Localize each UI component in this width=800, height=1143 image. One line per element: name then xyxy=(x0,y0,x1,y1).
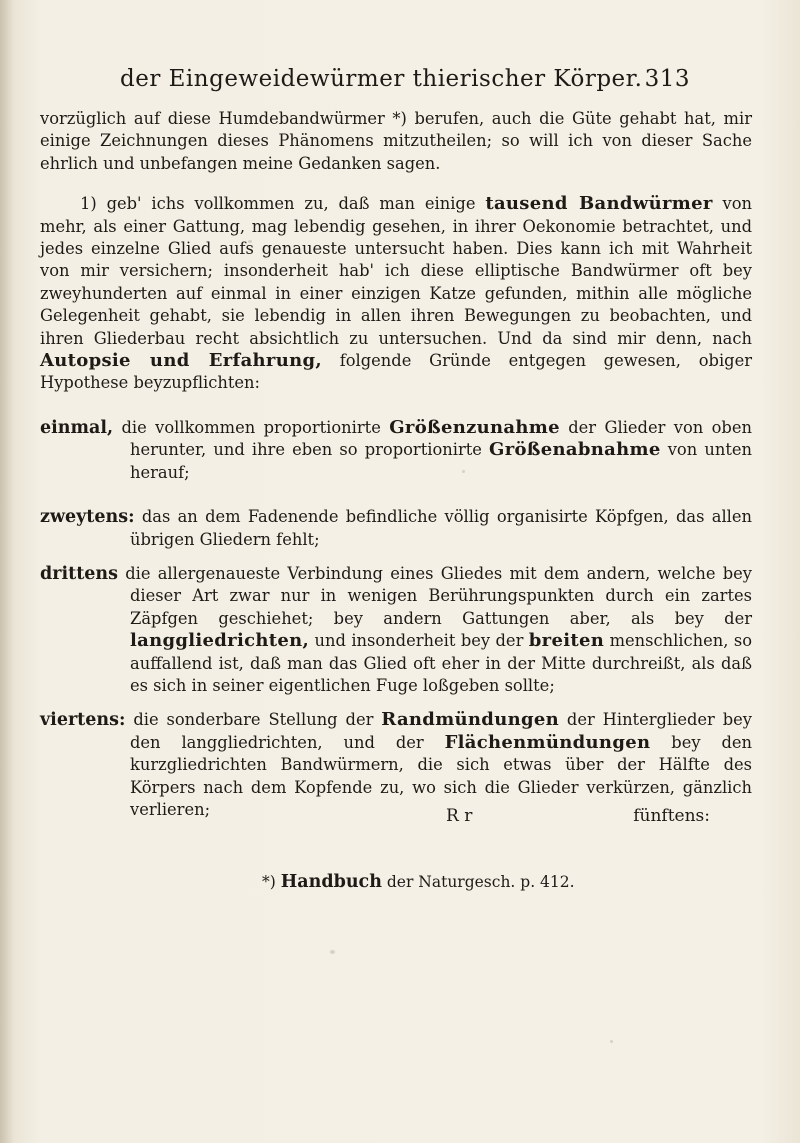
reason-text: die sonderbare Stellung der xyxy=(125,710,382,730)
running-head xyxy=(120,66,690,92)
reason-lead: zweytens: xyxy=(40,507,135,528)
paper-speck xyxy=(462,470,465,473)
reason-text: die allergenaueste Verbindung eines Gliedes mit dem andern, welche bey dieser Art zwar nur in wenigen Berührungspunkten durch ein zartes Zäpfgen geschiehet; bey andern Gattungen aber, als bey der xyxy=(117,563,752,628)
reason-text: das an dem Fadenende befindliche völlig organisirte Köpfgen, das allen übrigen Gliedern fehlt; xyxy=(130,507,752,549)
body-text xyxy=(40,108,752,821)
reason-item-1 xyxy=(40,417,752,484)
reason-emphasis-2: breiten xyxy=(528,630,605,652)
reason-text-end: bey den kurzgliedrichten Bandwürmern, die sich etwas über der Hälfte des Körpers nach dem Kopfende zu, wo sich die Glieder verkürzen, gänzlich verlieren; xyxy=(130,732,752,819)
signature-mark: R r xyxy=(446,806,473,826)
reason-item-4 xyxy=(40,709,752,821)
reason-emphasis: Größenzunahme xyxy=(389,416,560,438)
paragraph-1 xyxy=(40,193,752,395)
reason-item-2 xyxy=(40,506,752,551)
para1-emphasis-2: Autopsie und Erfahrung, xyxy=(40,350,322,372)
spine-shadow xyxy=(0,0,14,1143)
para1-emphasis: tausend Bandwürmer xyxy=(485,193,713,215)
footnote-marker: *) xyxy=(262,873,276,891)
reason-text-end: menschlichen, so auffallend ist, daß man das Glied oft eher in der Mitte durchreißt, als daß es sich in seiner eigentlichen Fuge loßgeben sollte; xyxy=(130,631,752,695)
footnote-reference: der Naturgesch. p. 412. xyxy=(386,873,575,891)
paper-speck xyxy=(330,950,335,954)
reason-emphasis: langgliedrichten, xyxy=(130,630,310,652)
reason-text-mid: der Hinterglieder bey den langgliedrichten, und der xyxy=(130,710,752,752)
reason-emphasis: Randmündungen xyxy=(381,709,559,731)
reason-item-3 xyxy=(40,563,752,697)
reason-text-end: von unten herauf; xyxy=(130,440,752,482)
paper-speck xyxy=(248,240,252,243)
reason-text-mid: der Glieder von oben herunter, und ihre eben so proportionirte xyxy=(130,417,752,460)
footnote xyxy=(262,872,575,892)
catchword: fünftens: xyxy=(633,806,710,826)
reason-emphasis-2: Größenabnahme xyxy=(489,439,661,461)
paper-speck xyxy=(610,1040,613,1043)
reason-lead: drittens xyxy=(40,563,118,584)
running-title: der Eingeweidewürmer thierischer Körper. xyxy=(120,66,643,92)
reason-emphasis-2: Flächenmündungen xyxy=(444,731,651,753)
reason-lead: einmal, xyxy=(40,417,114,438)
reason-text: die vollkommen proportionirte xyxy=(113,417,390,437)
para1-body-2: folgende Gründe entgegen gewesen, obiger Hypothese beyzupflichten: xyxy=(40,351,752,393)
reason-text-mid: und insonderheit bey der xyxy=(309,631,529,651)
reason-lead: viertens: xyxy=(40,710,126,731)
para1-prefix: 1) geb' ichs vollkommen zu, daß man einige xyxy=(80,194,486,214)
para1-body: von mehr, als einer Gattung, mag lebendig gesehen, in ihrer Oekonomie betrachtet, und jedes einzelne Glied aufs genaueste untersucht haben. Dies kann ich mit Wahrheit von mir versichern; insonderheit hab' ich diese elliptische Bandwürmer oft bey zweyhunderten auf einmal in einer einzigen Katze gefunden, mithin alle mögliche Gelegenheit gehabt, sie lebendig in allen ihren Bewegungen zu beobachten, und ihren Gliederbau recht absichtlich zu untersuchen. Und da sind mir denn, nach xyxy=(40,194,752,348)
footnote-book-title: Handbuch xyxy=(280,872,382,892)
page-number: 313 xyxy=(644,66,690,92)
intro-paragraph: vorzüglich auf diese Humdebandwürmer *) berufen, auch die Güte gehabt hat, mir einige Zeichnungen dieses Phänomens mitzutheilen; so will ich von dieser Sache ehrlich und unbefangen meine Gedanken sagen. xyxy=(40,109,752,173)
